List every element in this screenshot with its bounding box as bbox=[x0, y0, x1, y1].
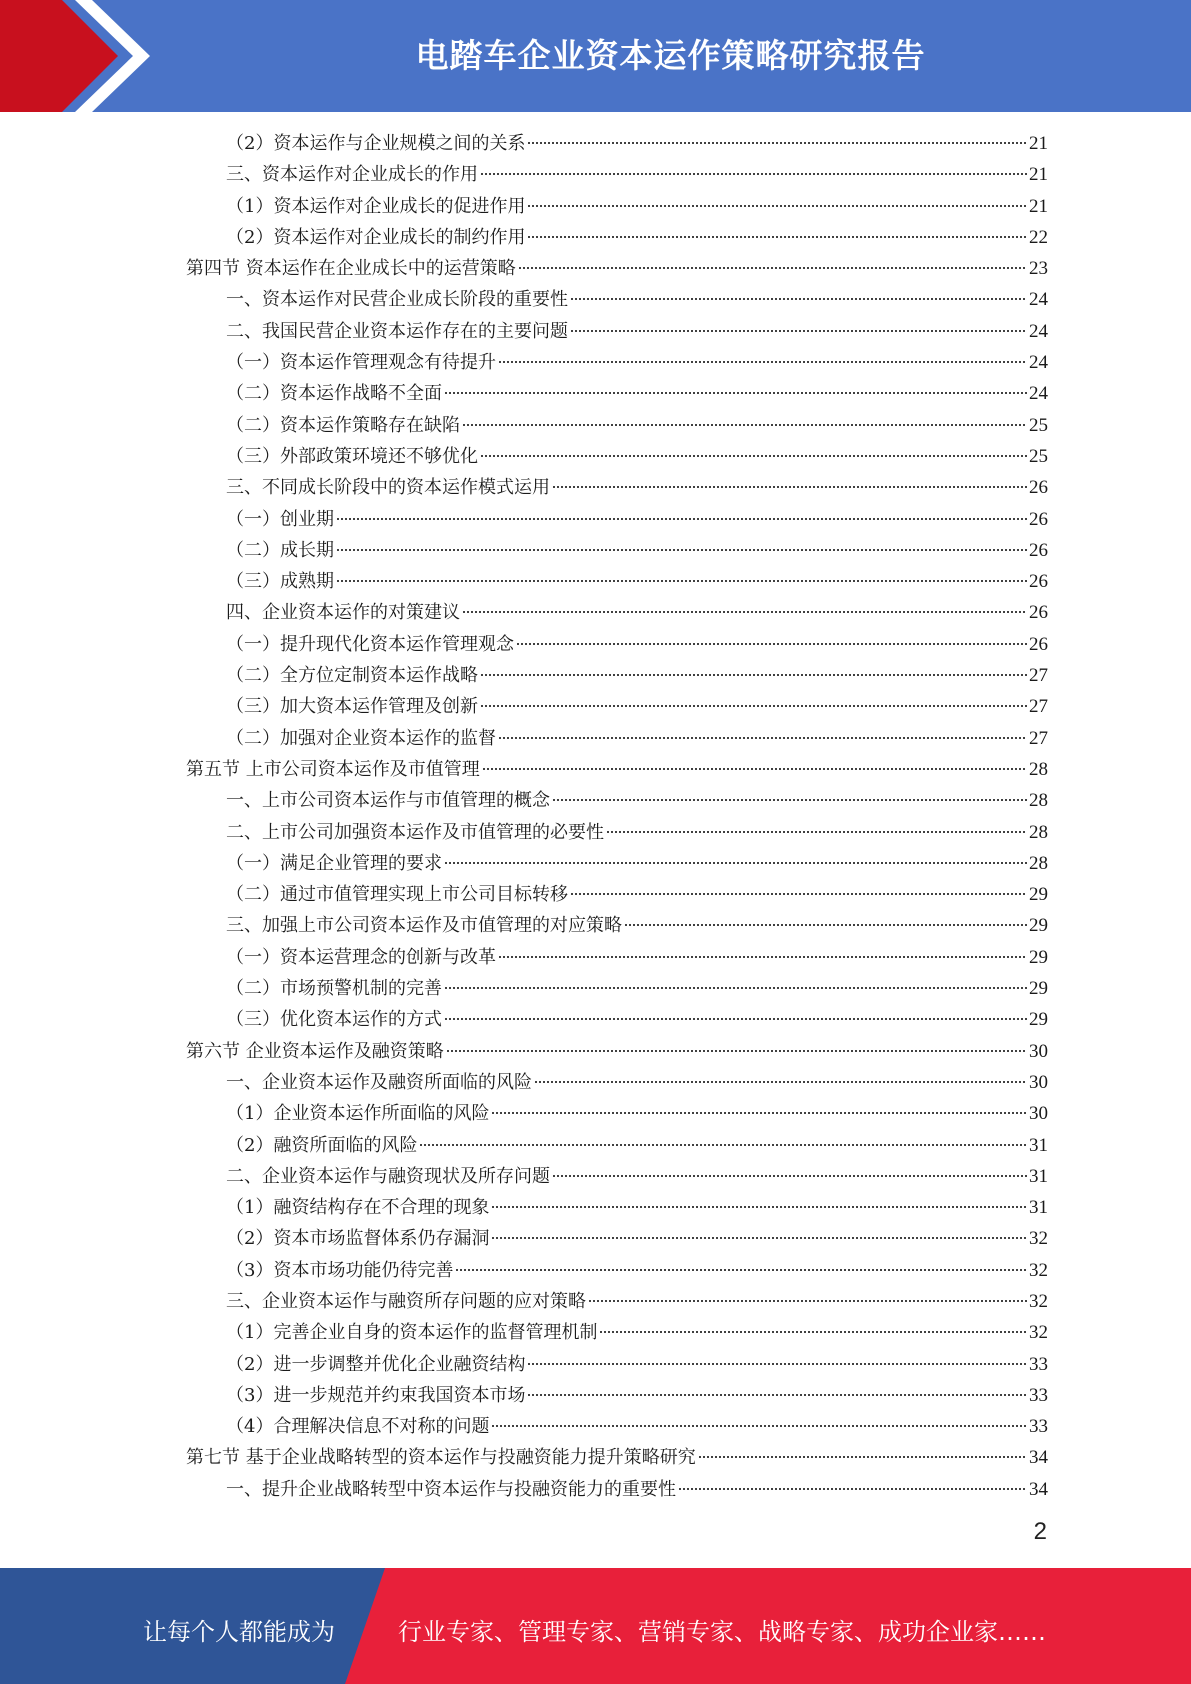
toc-entry[interactable] bbox=[186, 817, 1048, 848]
toc-entry-label: （4）合理解决信息不对称的问题 bbox=[226, 1416, 490, 1438]
toc-entry[interactable] bbox=[186, 1223, 1048, 1254]
toc-entry[interactable] bbox=[186, 1130, 1048, 1161]
toc-dot-leader bbox=[516, 638, 1027, 646]
toc-entry[interactable] bbox=[186, 629, 1048, 660]
toc-entry-page: 34 bbox=[1029, 1447, 1048, 1469]
toc-entry[interactable] bbox=[186, 1380, 1048, 1411]
toc-entry-label: 第六节 企业资本运作及融资策略 bbox=[186, 1040, 444, 1062]
toc-dot-leader bbox=[527, 231, 1027, 239]
toc-dot-leader bbox=[570, 888, 1027, 896]
toc-entry[interactable] bbox=[186, 535, 1048, 566]
toc-entry-label: 第五节 上市公司资本运作及市值管理 bbox=[186, 758, 480, 780]
toc-dot-leader bbox=[480, 168, 1027, 176]
toc-entry-page: 32 bbox=[1029, 1259, 1048, 1281]
toc-entry-page: 26 bbox=[1029, 633, 1048, 655]
toc-dot-leader bbox=[599, 1326, 1027, 1334]
toc-entry-page: 27 bbox=[1029, 696, 1048, 718]
toc-dot-leader bbox=[444, 1013, 1027, 1021]
toc-entry[interactable] bbox=[186, 1411, 1048, 1442]
toc-dot-leader bbox=[498, 951, 1027, 959]
toc-dot-leader bbox=[491, 1232, 1027, 1240]
toc-entry-page: 22 bbox=[1029, 226, 1048, 248]
toc-entry-page: 33 bbox=[1029, 1384, 1048, 1406]
toc-entry-label: （二）市场预警机制的完善 bbox=[226, 978, 442, 1000]
toc-entry-page: 31 bbox=[1029, 1197, 1048, 1219]
toc-entry[interactable] bbox=[186, 378, 1048, 409]
toc-entry-label: 二、我国民营企业资本运作存在的主要问题 bbox=[226, 320, 568, 342]
toc-entry-label: 第七节 基于企业战略转型的资本运作与投融资能力提升策略研究 bbox=[186, 1447, 696, 1469]
page-number: 2 bbox=[1033, 1518, 1047, 1545]
toc-entry[interactable] bbox=[186, 222, 1048, 253]
toc-entry[interactable] bbox=[186, 1349, 1048, 1380]
toc-entry-page: 31 bbox=[1029, 1134, 1048, 1156]
toc-entry-page: 25 bbox=[1029, 445, 1048, 467]
toc-dot-leader bbox=[336, 544, 1027, 552]
toc-dot-leader bbox=[552, 1170, 1027, 1178]
footer-slogan-left: 让每个人都能成为 bbox=[143, 1618, 335, 1646]
toc-entry-page: 28 bbox=[1029, 790, 1048, 812]
toc-dot-leader bbox=[552, 481, 1027, 489]
toc-entry-page: 24 bbox=[1029, 352, 1048, 374]
toc-dot-leader bbox=[678, 1483, 1027, 1491]
toc-entry-page: 30 bbox=[1029, 1040, 1048, 1062]
toc-dot-leader bbox=[491, 1420, 1027, 1428]
toc-entry-page: 24 bbox=[1029, 289, 1048, 311]
toc-dot-leader bbox=[570, 293, 1027, 301]
toc-dot-leader bbox=[336, 513, 1027, 521]
toc-entry[interactable] bbox=[186, 597, 1048, 628]
toc-entry-label: （三）成熟期 bbox=[226, 571, 334, 593]
toc-entry[interactable] bbox=[186, 1004, 1048, 1035]
toc-entry-page: 31 bbox=[1029, 1165, 1048, 1187]
toc-dot-leader bbox=[491, 1201, 1027, 1209]
toc-entry-label: （二）成长期 bbox=[226, 539, 334, 561]
toc-dot-leader bbox=[534, 1076, 1027, 1084]
toc-entry-page: 26 bbox=[1029, 477, 1048, 499]
toc-entry-label: （一）资本运作管理观念有待提升 bbox=[226, 352, 496, 374]
toc-entry-label: （2）资本市场监督体系仍存漏洞 bbox=[226, 1228, 490, 1250]
toc-entry[interactable] bbox=[186, 848, 1048, 879]
toc-entry-page: 21 bbox=[1029, 133, 1048, 154]
toc-entry-label: （2）融资所面临的风险 bbox=[226, 1134, 418, 1156]
toc-dot-leader bbox=[498, 732, 1027, 740]
toc-entry[interactable] bbox=[186, 1317, 1048, 1348]
toc-entry[interactable] bbox=[186, 191, 1048, 222]
toc-entry-page: 21 bbox=[1029, 195, 1048, 217]
toc-entry[interactable] bbox=[186, 973, 1048, 1004]
toc-entry[interactable] bbox=[186, 284, 1048, 315]
toc-entry-page: 26 bbox=[1029, 539, 1048, 561]
toc-entry[interactable] bbox=[186, 504, 1048, 535]
toc-dot-leader bbox=[491, 1107, 1027, 1115]
toc-entry-label: 一、资本运作对民营企业成长阶段的重要性 bbox=[226, 289, 568, 311]
toc-entry-page: 28 bbox=[1029, 758, 1048, 780]
toc-entry[interactable] bbox=[186, 723, 1048, 754]
toc-entry-label: 二、上市公司加强资本运作及市值管理的必要性 bbox=[226, 821, 604, 843]
toc-entry-page: 27 bbox=[1029, 727, 1048, 749]
toc-entry[interactable] bbox=[186, 660, 1048, 691]
toc-dot-leader bbox=[446, 1045, 1027, 1053]
toc-dot-leader bbox=[527, 1389, 1027, 1397]
toc-entry-page: 24 bbox=[1029, 383, 1048, 405]
toc-dot-leader bbox=[462, 606, 1027, 614]
toc-entry-page: 34 bbox=[1029, 1478, 1048, 1500]
toc-entry-label: 三、资本运作对企业成长的作用 bbox=[226, 164, 478, 186]
toc-dot-leader bbox=[462, 419, 1027, 427]
toc-entry-page: 32 bbox=[1029, 1228, 1048, 1250]
toc-dot-leader bbox=[527, 200, 1027, 208]
toc-entry-label: （1）资本运作对企业成长的促进作用 bbox=[226, 195, 526, 217]
toc-entry-page: 29 bbox=[1029, 978, 1048, 1000]
toc-entry[interactable] bbox=[186, 1036, 1048, 1067]
toc-dot-leader bbox=[480, 700, 1027, 708]
toc-entry-label: （一）满足企业管理的要求 bbox=[226, 852, 442, 874]
page-footer bbox=[0, 1568, 1191, 1684]
toc-entry-label: （1）企业资本运作所面临的风险 bbox=[226, 1103, 490, 1125]
toc-entry-page: 23 bbox=[1029, 258, 1048, 280]
toc-entry[interactable] bbox=[186, 942, 1048, 973]
toc-entry[interactable] bbox=[186, 316, 1048, 347]
toc-entry-label: （三）外部政策环境还不够优化 bbox=[226, 445, 478, 467]
toc-dot-leader bbox=[480, 669, 1027, 677]
toc-dot-leader bbox=[336, 575, 1027, 583]
toc-entry[interactable] bbox=[186, 347, 1048, 378]
toc-entry[interactable] bbox=[186, 910, 1048, 941]
toc-entry[interactable] bbox=[186, 1255, 1048, 1286]
toc-dot-leader bbox=[444, 857, 1027, 865]
toc-dot-leader bbox=[588, 1295, 1027, 1303]
toc-entry-page: 26 bbox=[1029, 571, 1048, 593]
toc-entry-label: （三）优化资本运作的方式 bbox=[226, 1009, 442, 1031]
toc-dot-leader bbox=[444, 982, 1027, 990]
toc-dot-leader bbox=[444, 387, 1027, 395]
toc-entry-label: 三、不同成长阶段中的资本运作模式运用 bbox=[226, 477, 550, 499]
toc-entry[interactable] bbox=[186, 410, 1048, 441]
toc-entry[interactable] bbox=[186, 566, 1048, 597]
toc-dot-leader bbox=[552, 794, 1027, 802]
toc-entry[interactable] bbox=[186, 879, 1048, 910]
toc-entry-page: 28 bbox=[1029, 821, 1048, 843]
toc-entry-page: 29 bbox=[1029, 915, 1048, 937]
toc-entry-page: 21 bbox=[1029, 164, 1048, 186]
toc-entry-label: （一）资本运营理念的创新与改革 bbox=[226, 946, 496, 968]
toc-entry-label: （1）融资结构存在不合理的现象 bbox=[226, 1197, 490, 1219]
toc-entry-label: 四、企业资本运作的对策建议 bbox=[226, 602, 460, 624]
toc-entry-label: 三、企业资本运作与融资所存问题的应对策略 bbox=[226, 1290, 586, 1312]
toc-entry-label: 第四节 资本运作在企业成长中的运营策略 bbox=[186, 258, 516, 280]
toc-dot-leader bbox=[455, 1264, 1027, 1272]
toc-dot-leader bbox=[518, 262, 1027, 270]
toc-entry[interactable] bbox=[186, 159, 1048, 190]
report-title: 电踏车企业资本运作策略研究报告 bbox=[415, 36, 926, 75]
toc-entry-label: （2）资本运作与企业规模之间的关系 bbox=[226, 133, 526, 154]
toc-entry[interactable] bbox=[186, 1067, 1048, 1098]
toc-entry-page: 26 bbox=[1029, 508, 1048, 530]
toc-entry-page: 32 bbox=[1029, 1290, 1048, 1312]
toc-dot-leader bbox=[419, 1139, 1027, 1147]
toc-entry[interactable] bbox=[186, 1098, 1048, 1129]
toc-dot-leader bbox=[698, 1451, 1027, 1459]
toc-entry-label: 一、企业资本运作及融资所面临的风险 bbox=[226, 1071, 532, 1093]
toc-entry[interactable] bbox=[186, 1161, 1048, 1192]
toc-dot-leader bbox=[480, 450, 1027, 458]
toc-dot-leader bbox=[570, 325, 1027, 333]
toc-entry-label: （2）资本运作对企业成长的制约作用 bbox=[226, 226, 526, 248]
toc-entry-page: 30 bbox=[1029, 1071, 1048, 1093]
toc-entry-label: 一、上市公司资本运作与市值管理的概念 bbox=[226, 790, 550, 812]
toc-entry-label: 一、提升企业战略转型中资本运作与投融资能力的重要性 bbox=[226, 1478, 676, 1500]
toc-entry-label: （二）加强对企业资本运作的监督 bbox=[226, 727, 496, 749]
toc-entry-page: 27 bbox=[1029, 665, 1048, 687]
toc-entry-page: 29 bbox=[1029, 884, 1048, 906]
toc-entry-page: 29 bbox=[1029, 946, 1048, 968]
toc-entry-label: （一）创业期 bbox=[226, 508, 334, 530]
toc-entry-label: （3）进一步规范并约束我国资本市场 bbox=[226, 1384, 526, 1406]
toc-entry[interactable] bbox=[186, 253, 1048, 284]
toc-entry-label: 二、企业资本运作与融资现状及所存问题 bbox=[226, 1165, 550, 1187]
toc-entry[interactable] bbox=[186, 691, 1048, 722]
toc-entry[interactable] bbox=[186, 128, 1048, 159]
toc-entry-page: 29 bbox=[1029, 1009, 1048, 1031]
table-of-contents bbox=[186, 128, 1048, 1505]
toc-dot-leader bbox=[482, 763, 1027, 771]
toc-dot-leader bbox=[606, 826, 1027, 834]
toc-entry-label: （1）完善企业自身的资本运作的监督管理机制 bbox=[226, 1322, 598, 1344]
toc-entry-page: 28 bbox=[1029, 852, 1048, 874]
toc-entry[interactable] bbox=[186, 754, 1048, 785]
toc-entry[interactable] bbox=[186, 472, 1048, 503]
toc-dot-leader bbox=[624, 919, 1027, 927]
toc-entry[interactable] bbox=[186, 1286, 1048, 1317]
toc-dot-leader bbox=[498, 356, 1027, 364]
toc-entry[interactable] bbox=[186, 441, 1048, 472]
toc-entry-page: 33 bbox=[1029, 1353, 1048, 1375]
toc-entry-label: （2）进一步调整并优化企业融资结构 bbox=[226, 1353, 526, 1375]
toc-entry-label: （一）提升现代化资本运作管理观念 bbox=[226, 633, 514, 655]
toc-dot-leader bbox=[527, 137, 1027, 145]
footer-slogan-right: 行业专家、管理专家、营销专家、战略专家、成功企业家…… bbox=[398, 1618, 1046, 1646]
toc-entry-label: （二）资本运作战略不全面 bbox=[226, 383, 442, 405]
toc-entry-label: 三、加强上市公司资本运作及市值管理的对应策略 bbox=[226, 915, 622, 937]
toc-entry-page: 33 bbox=[1029, 1416, 1048, 1438]
toc-entry-page: 24 bbox=[1029, 320, 1048, 342]
toc-entry-label: （二）通过市值管理实现上市公司目标转移 bbox=[226, 884, 568, 906]
page-header bbox=[0, 0, 1191, 112]
toc-entry-label: （3）资本市场功能仍待完善 bbox=[226, 1259, 454, 1281]
toc-entry-page: 32 bbox=[1029, 1322, 1048, 1344]
toc-entry-label: （三）加大资本运作管理及创新 bbox=[226, 696, 478, 718]
toc-entry-page: 30 bbox=[1029, 1103, 1048, 1125]
toc-dot-leader bbox=[527, 1358, 1027, 1366]
toc-entry-page: 25 bbox=[1029, 414, 1048, 436]
toc-entry-label: （二）全方位定制资本运作战略 bbox=[226, 665, 478, 687]
toc-entry-label: （二）资本运作策略存在缺陷 bbox=[226, 414, 460, 436]
toc-entry[interactable] bbox=[186, 785, 1048, 816]
toc-entry-page: 26 bbox=[1029, 602, 1048, 624]
toc-entry[interactable] bbox=[186, 1192, 1048, 1223]
toc-entry[interactable] bbox=[186, 1442, 1048, 1473]
toc-entry[interactable] bbox=[186, 1474, 1048, 1505]
